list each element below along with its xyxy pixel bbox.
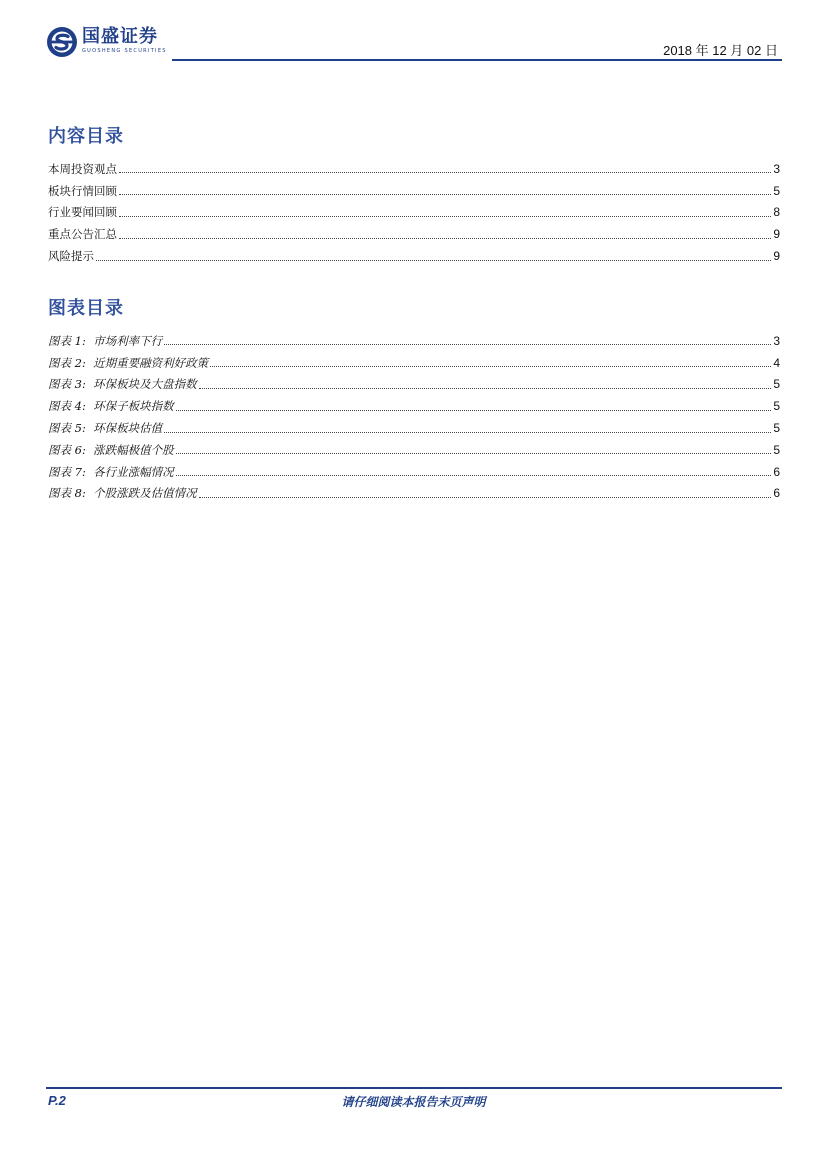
brand-name-cn: 国盛证券 <box>82 26 158 47</box>
figure-number: 图表 6: <box>48 442 86 457</box>
figure-title: 个股涨跌及估值情况 <box>93 486 197 501</box>
figure-title: 环保板块及大盘指数 <box>93 377 197 392</box>
dot-leader <box>210 366 771 367</box>
figure-entry[interactable] <box>48 439 780 461</box>
entry-label <box>48 398 176 414</box>
figure-title: 环保子板块指数 <box>93 399 174 414</box>
entry-label <box>48 376 199 392</box>
brand-logo <box>46 26 167 60</box>
figure-entry[interactable] <box>48 352 780 374</box>
figure-entry[interactable] <box>48 374 780 396</box>
contents-entry[interactable] <box>48 202 780 224</box>
entry-label: 重点公告汇总 <box>48 227 117 242</box>
entry-page-number: 5 <box>773 183 780 198</box>
entry-page-number: 5 <box>773 442 780 457</box>
contents-title: 内容目录 <box>48 126 124 147</box>
contents-entry[interactable] <box>48 223 780 245</box>
dot-leader <box>164 344 771 345</box>
brand-name-en: GUOSHENG SECURITIES <box>82 48 167 54</box>
figure-title: 近期重要融资利好政策 <box>93 355 209 370</box>
entry-label <box>48 485 199 501</box>
entry-label <box>48 355 210 371</box>
entry-page-number: 8 <box>773 205 780 220</box>
dot-leader <box>119 194 771 195</box>
brand-text <box>82 26 167 55</box>
dot-leader <box>119 238 771 239</box>
dot-leader <box>119 216 771 217</box>
entry-page-number: 6 <box>773 464 780 479</box>
figure-number: 图表 1: <box>48 333 86 348</box>
disclaimer-note: 请仔细阅读本报告末页声明 <box>341 1095 486 1109</box>
figures-title: 图表目录 <box>48 298 124 319</box>
entry-label: 板块行情回顾 <box>48 183 117 198</box>
dot-leader <box>176 410 772 411</box>
figure-number: 图表 4: <box>48 399 86 414</box>
contents-entry[interactable] <box>48 245 780 267</box>
figure-title: 环保板块估值 <box>93 421 163 436</box>
figure-entry[interactable] <box>48 461 780 483</box>
header-divider <box>172 59 782 61</box>
entry-label <box>48 420 164 436</box>
entry-label: 行业要闻回顾 <box>48 205 117 220</box>
contents-entry[interactable] <box>48 158 780 180</box>
entry-page-number: 9 <box>773 249 780 264</box>
entry-label <box>48 464 176 480</box>
figure-title: 市场利率下行 <box>93 333 163 348</box>
figure-entry[interactable] <box>48 417 780 439</box>
entry-label: 风险提示 <box>48 249 94 264</box>
figure-entry[interactable] <box>48 483 780 505</box>
entry-page-number: 5 <box>773 377 780 392</box>
figure-number: 图表 8: <box>48 486 86 501</box>
figure-number: 图表 7: <box>48 464 86 479</box>
dot-leader <box>199 497 772 498</box>
dot-leader <box>199 388 772 389</box>
entry-page-number: 9 <box>773 227 780 242</box>
footer-divider <box>46 1087 782 1089</box>
entry-label <box>48 333 164 349</box>
entry-label: 本周投资观点 <box>48 161 117 176</box>
dot-leader <box>164 432 771 433</box>
report-date: 2018 年 12 月 02 日 <box>663 43 778 58</box>
page-header <box>46 24 782 64</box>
figure-number: 图表 3: <box>48 377 86 392</box>
page-number: P.2 <box>48 1093 66 1108</box>
figure-entry[interactable] <box>48 330 780 352</box>
entry-page-number: 5 <box>773 399 780 414</box>
entry-label <box>48 442 176 458</box>
contents-entry[interactable] <box>48 180 780 202</box>
figure-number: 图表 5: <box>48 421 86 436</box>
figure-entry[interactable] <box>48 395 780 417</box>
dot-leader <box>96 260 771 261</box>
dot-leader <box>176 475 772 476</box>
dot-leader <box>176 453 772 454</box>
entry-page-number: 5 <box>773 421 780 436</box>
figure-title: 各行业涨幅情况 <box>93 464 174 479</box>
entry-page-number: 4 <box>773 355 780 370</box>
figure-title: 涨跌幅极值个股 <box>93 442 174 457</box>
entry-page-number: 3 <box>773 161 780 176</box>
figures-list <box>48 330 780 504</box>
figure-number: 图表 2: <box>48 355 86 370</box>
entry-page-number: 3 <box>773 333 780 348</box>
guosheng-logo-icon <box>46 26 78 58</box>
entry-page-number: 6 <box>773 486 780 501</box>
contents-list <box>48 158 780 267</box>
dot-leader <box>119 172 771 173</box>
